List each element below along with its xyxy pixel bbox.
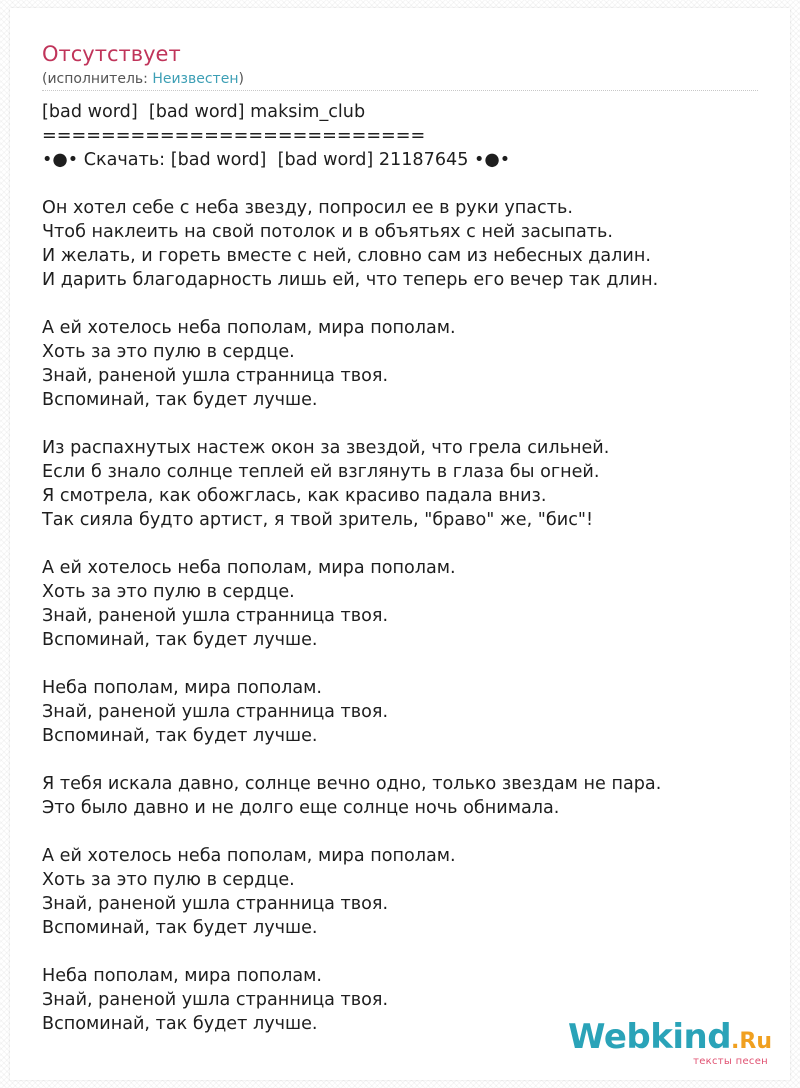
lyrics-blank-line (42, 532, 782, 556)
lyrics-line: ========================== (42, 126, 426, 146)
lyrics-line: Я смотрела, как обожглась, как красиво падала вниз. (42, 486, 547, 506)
lyrics-line: И желать, и гореть вместе с ней, словно сам из небесных далин. (42, 246, 651, 266)
logo-subtitle: тексты песен (693, 1056, 768, 1067)
lyrics-line: Знай, раненой ушла странница твоя. (42, 894, 389, 914)
lyrics-line: Так сияла будто артист, я твой зритель, "браво" же, "бис"! (42, 510, 594, 530)
lyrics-blank-line (42, 820, 782, 844)
lyrics-line: [bad word] [bad word] maksim_club (42, 102, 366, 122)
lyrics-blank-line (42, 940, 782, 964)
lyrics-line: Знай, раненой ушла странница твоя. (42, 606, 389, 626)
lyrics-body (42, 100, 782, 1036)
lyrics-line: И дарить благодарность лишь ей, что теперь его вечер так длин. (42, 270, 659, 290)
lyrics-line: Неба пополам, мира пополам. (42, 966, 322, 986)
lyrics-line: Чтоб наклеить на свой потолок и в объятьях с ней засыпать. (42, 222, 613, 242)
lyrics-line: Вспоминай, так будет лучше. (42, 390, 318, 410)
lyrics-line: Знай, раненой ушла странница твоя. (42, 366, 389, 386)
lyrics-line: А ей хотелось неба пополам, мира пополам. (42, 318, 456, 338)
artist-line (42, 69, 244, 89)
lyrics-line: А ей хотелось неба пополам, мира пополам. (42, 846, 456, 866)
lyrics-line: Вспоминай, так будет лучше. (42, 726, 318, 746)
lyrics-line: Он хотел себе с неба звезду, попросил ее в руки упасть. (42, 198, 573, 218)
lyrics-blank-line (42, 292, 782, 316)
lyrics-line: А ей хотелось неба пополам, мира пополам. (42, 558, 456, 578)
lyrics-blank-line (42, 172, 782, 196)
song-title: Отсутствует (42, 42, 181, 66)
lyrics-line: Из распахнутых настеж окон за звездой, что грела сильней. (42, 438, 610, 458)
lyrics-line: Хоть за это пулю в сердце. (42, 870, 295, 890)
artist-prefix: (исполнитель: (42, 71, 153, 87)
lyrics-blank-line (42, 652, 782, 676)
lyrics-line: Я тебя искала давно, солнце вечно одно, только звездам не пара. (42, 774, 662, 794)
lyrics-blank-line (42, 412, 782, 436)
site-logo[interactable] (568, 1017, 772, 1067)
header-divider (42, 90, 758, 91)
lyrics-line: Знай, раненой ушла странница твоя. (42, 990, 389, 1010)
lyrics-line: •●• Скачать: [bad word] [bad word] 21187645 •●• (42, 150, 511, 170)
artist-link[interactable]: Неизвестен (152, 71, 239, 87)
lyrics-line: Хоть за это пулю в сердце. (42, 582, 295, 602)
lyrics-line: Вспоминай, так будет лучше. (42, 918, 318, 938)
logo-name: Webkind (568, 1017, 732, 1057)
lyrics-line: Вспоминай, так будет лучше. (42, 1014, 318, 1034)
artist-suffix: ) (238, 71, 244, 87)
lyrics-line: Вспоминай, так будет лучше. (42, 630, 318, 650)
lyrics-line: Хоть за это пулю в сердце. (42, 342, 295, 362)
lyrics-line: Неба пополам, мира пополам. (42, 678, 322, 698)
lyrics-line: Знай, раненой ушла странница твоя. (42, 702, 389, 722)
logo-tld: .Ru (731, 1029, 772, 1054)
lyrics-line: Если б знало солнце теплей ей взглянуть в глаза бы огней. (42, 462, 600, 482)
lyrics-blank-line (42, 748, 782, 772)
lyrics-line: Это было давно и не долго еще солнце ночь обнимала. (42, 798, 560, 818)
